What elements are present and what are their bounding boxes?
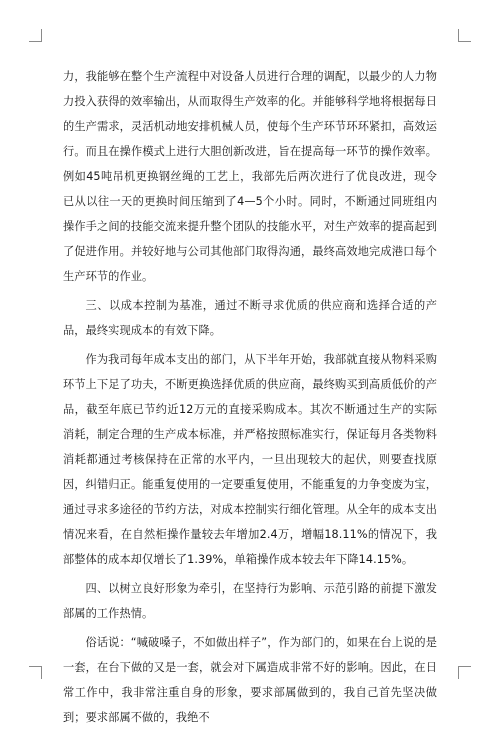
section-heading-image: 四、以树立良好形象为牵引，在坚持行为影响、示范引路的前提下激发部属的工作热情。 <box>63 582 437 620</box>
document-body <box>63 64 437 730</box>
section-heading-cost-control: 三、以成本控制为基准，通过不断寻求优质的供应商和选择合适的产品，最终实现成本的有效下降。 <box>63 299 437 337</box>
paragraph-cost-control: 作为我司每年成本支出的部门，从下半年开始，我部就直接从物料采购环节上下足了功夫，不断更换选择优质的供应商，最终购买到高质低价的产品，截至年底已节约近12万元的直接采购成本。其次不断通过生产的实际消耗，制定合理的生产成本标准，并严格按照标准实行，保证每月各类物料消耗都通过考核保持在正常的水平内，一旦出现较大的起伏，则要查找原因，纠错归正。能重复使用的一定要重复使用，不能重复的力争变废为宝，通过寻求多途径的节约方法，对成本控制实行细化管理。从全年的成本支出情况来看，在自然柜操作量较去年增加2.4万，增幅18.11%的情况下，我部整体的成本却仅增长了1.39%，单箱操作成本较去年下降14.15%。 <box>63 353 437 566</box>
crop-mark-bottom-right <box>458 666 471 679</box>
crop-mark-top-right <box>458 29 471 42</box>
crop-mark-bottom-left <box>29 666 42 679</box>
paragraph-image: 俗话说：“喊破嗓子，不如做出样子”，作为部门的，如果在台上说的是一套，在台下做的又是一套，就会对下属造成非常不好的影响。因此，在日常工作中，我非常注重自身的形象，要求部属做到的，我自己首先坚决做到；要求部属不做的，我绝不 <box>63 636 437 724</box>
crop-mark-top-left <box>29 29 42 42</box>
paragraph-continuation: 力，我能够在整个生产流程中对设备人员进行合理的调配，以最少的人力物力投入获得的效率输出，从而取得生产效率的化。并能够科学地将根据每日的生产需求，灵活机动地安排机械人员，使每个生产环节环环紧扣，高效运行。而且在操作模式上进行大胆创新改进，旨在提高每一环节的操作效率。例如45吨吊机更换钢丝绳的工艺上，我部先后两次进行了优良改进，现令已从以往一天的更换时间压缩到了4—5个小时。同时，不断通过同班组内操作手之间的技能交流来提升整个团队的技能水平，对生产效率的提高起到了促进作用。并较好地与公司其他部门取得沟通，最终高效地完成港口每个生产环节的作业。 <box>63 70 437 283</box>
